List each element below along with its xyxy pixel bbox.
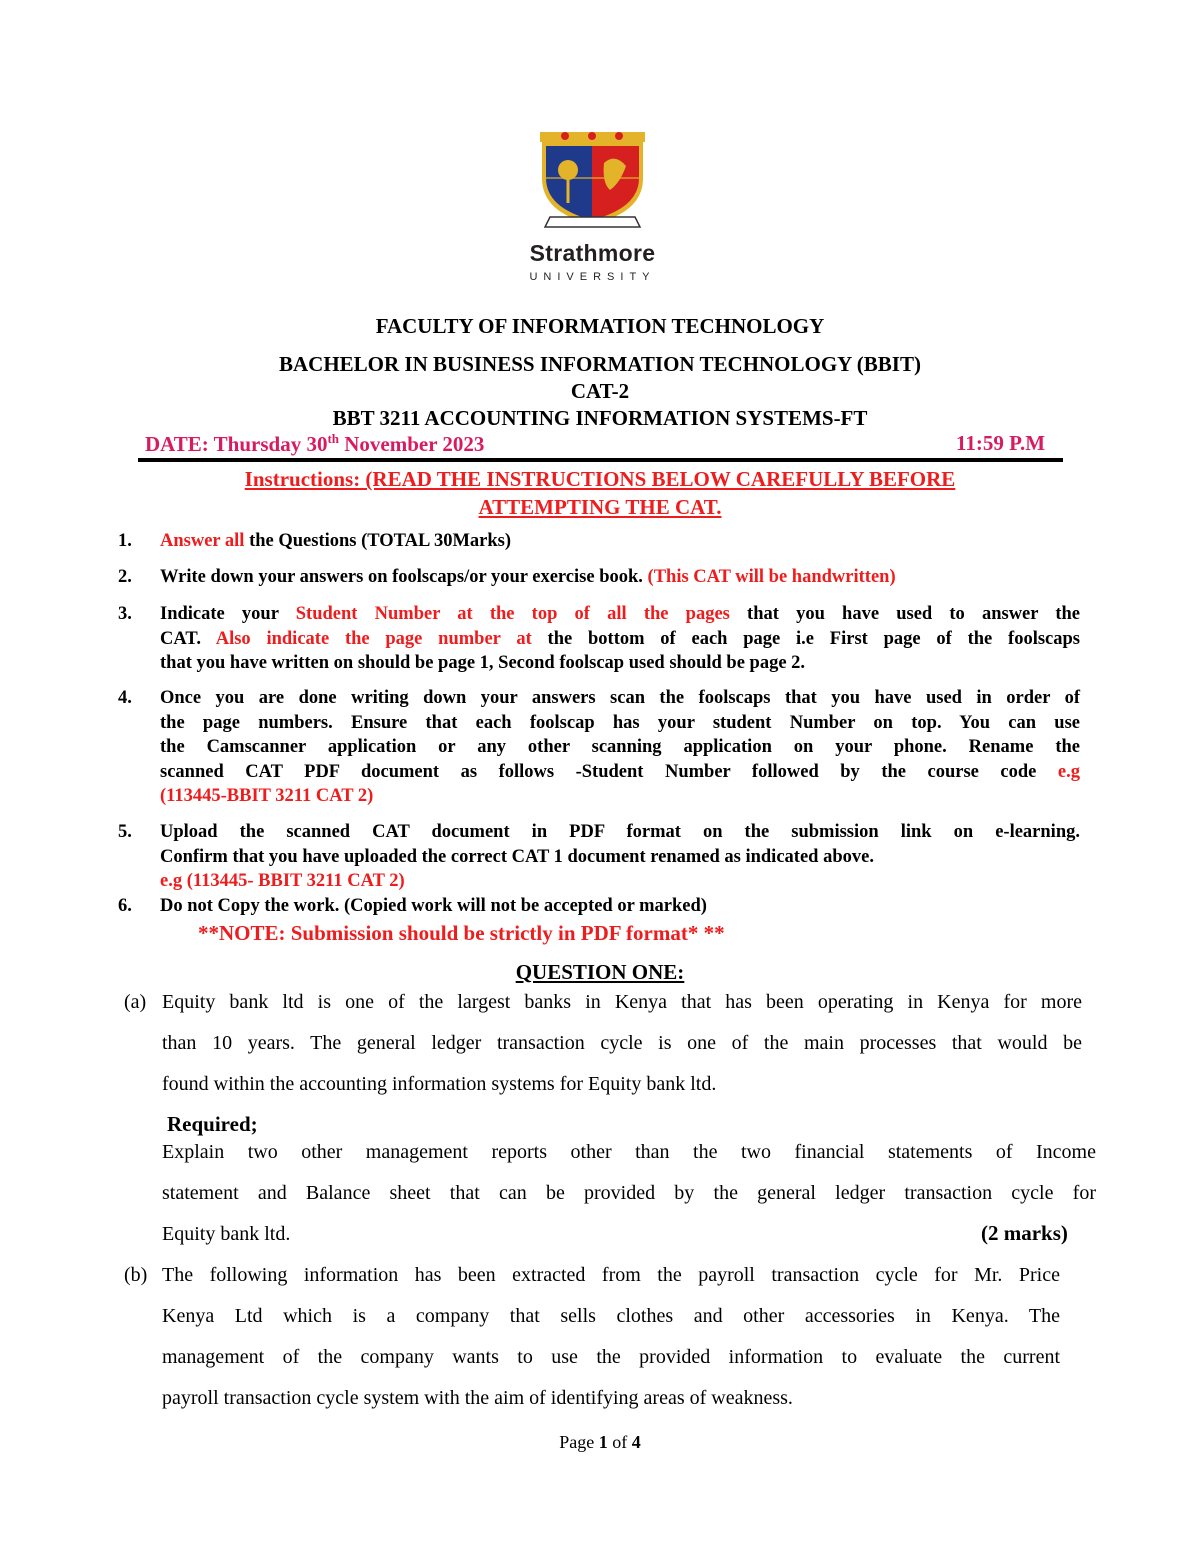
cat-title: CAT-2 xyxy=(570,379,630,403)
required-text: Explain two other management reports other than the two financial statements of Income statement and Balance sheet that can be provided by the general ledger transaction cycle for Equity bank ltd. xyxy=(162,1141,1096,1245)
instruction-item-1: 1. Answer all the Questions (TOTAL 30Marks) xyxy=(118,531,512,551)
header-divider xyxy=(138,458,1063,462)
required-label: Required; xyxy=(167,1112,258,1136)
instruction-item-4: 4. Once you are done writing down your answers scan the foolscaps that you have used in order of the page numbers. Ensure that each foolscap has your student Number on top. You can use the Camscanner application or any other scanning application on your phone. Rename the scanned CAT PDF document as follows -Student Number followed by the course code e.g (113445-BBIT 3211 CAT 2) xyxy=(118,688,1080,806)
instruction-item-6: 6. Do not Copy the work. (Copied work will not be accepted or marked) xyxy=(118,896,707,916)
university-logo xyxy=(520,128,665,288)
instructions-title: Instructions: (READ THE INSTRUCTIONS BELOW CAREFULLY BEFORE ATTEMPTING THE CAT. xyxy=(244,467,956,519)
faculty-title: FACULTY OF INFORMATION TECHNOLOGY xyxy=(375,314,825,338)
shield-crest-icon xyxy=(520,128,665,228)
page-number: Page 1 of 4 xyxy=(559,1432,641,1452)
instruction-item-5: 5. Upload the scanned CAT document in PDF format on the submission link on e-learning. Confirm that you have uploaded the correct CAT 1 document renamed as indicated above. e.g (113445- BBIT 3211 CAT 2) xyxy=(118,822,1080,891)
submission-note: **NOTE: Submission should be strictly in PDF format* ** xyxy=(198,921,725,945)
exam-time: 11:59 P.M xyxy=(956,431,1046,455)
course-title: BBT 3211 ACCOUNTING INFORMATION SYSTEMS-FT xyxy=(332,406,868,430)
part-b-text: The following information has been extracted from the payroll transaction cycle for Mr. Price Kenya Ltd which is a company that sells clothes and other accessories in Kenya. The management of the company wants to use the provided information to evaluate the current payroll transaction cycle system with the aim of identifying areas of weakness. xyxy=(162,1264,1060,1409)
part-a-text: Equity bank ltd is one of the largest banks in Kenya that has been operating in Kenya for more than 10 years. The general ledger transaction cycle is one of the main processes that would be found within the accounting information systems for Equity bank ltd. xyxy=(162,991,1082,1095)
instruction-item-2: 2. Write down your answers on foolscaps/or your exercise book. (This CAT will be handwritten) xyxy=(118,567,896,587)
marks-label: (2 marks) xyxy=(981,1221,1068,1245)
ribbon-banner-icon xyxy=(520,214,665,230)
instruction-item-3: 3. Indicate your Student Number at the top of all the pages that you have used to answer the CAT. Also indicate the page number at the bottom of each page i.e First page of the foolscaps that you have written on should be page 1, Second foolscap used should be page 2. xyxy=(118,604,1081,673)
programme-title: BACHELOR IN BUSINESS INFORMATION TECHNOLOGY (BBIT) xyxy=(279,352,921,376)
part-b-label: (b) xyxy=(124,1264,148,1286)
logo-name: Strathmore xyxy=(529,240,656,266)
exam-date: DATE: Thursday 30th November 2023 xyxy=(145,431,485,456)
part-a-label: (a) xyxy=(124,991,147,1013)
question-title: QUESTION ONE: xyxy=(515,960,685,984)
logo-subname: UNIVERSITY xyxy=(529,271,656,283)
